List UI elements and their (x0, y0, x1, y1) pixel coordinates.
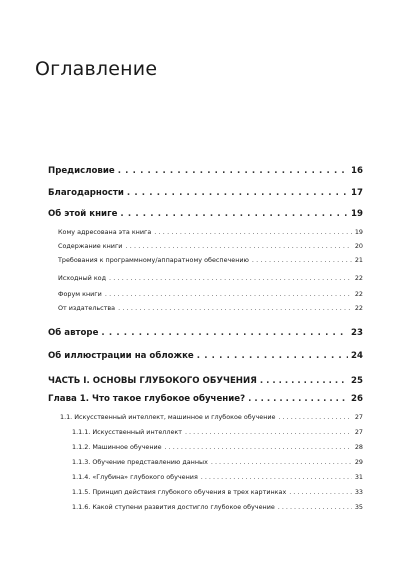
dot-leader (289, 488, 352, 496)
toc-entry-source-code[interactable] (48, 274, 363, 282)
toc-entry-label: От издательства (58, 304, 116, 312)
dot-leader (260, 376, 348, 386)
dot-leader (101, 328, 348, 338)
toc-page-number: 20 (354, 242, 363, 250)
toc-entry-label: 1.1. Искусственный интеллект, машинное и глубокое обучение (60, 413, 276, 421)
toc-entry-preface[interactable] (48, 166, 363, 176)
toc-entry-section-1-1-4[interactable] (48, 473, 363, 481)
dot-leader (127, 188, 348, 198)
dot-leader (201, 473, 352, 481)
toc-page-number: 22 (354, 274, 363, 282)
toc-page-number: 26 (351, 394, 363, 404)
dot-leader (118, 166, 348, 176)
dot-leader (197, 351, 348, 361)
toc-entry-label: Предисловие (48, 166, 115, 176)
toc-entry-label: Содержание книги (58, 242, 123, 250)
toc-entry-label: Исходный код (58, 274, 107, 282)
toc-entry-label: Об иллюстрации на обложке (48, 351, 194, 361)
dot-leader (105, 290, 352, 298)
dot-leader (118, 304, 352, 312)
toc-entry-chapter-1[interactable] (48, 394, 363, 404)
toc-page-number: 25 (351, 376, 363, 386)
toc-entry-label: 1.1.3. Обучение представлению данных (72, 458, 208, 466)
toc-page-number: 29 (354, 458, 363, 466)
toc-entry-label: 1.1.6. Какой ступени развития достигло глубокое обучение (72, 503, 275, 511)
toc-entry-label: Благодарности (48, 188, 124, 198)
toc-page-number: 22 (354, 290, 363, 298)
toc-entry-label: Об этой книге (48, 209, 118, 219)
toc-entry-requirements[interactable] (48, 256, 363, 264)
dot-leader (109, 274, 352, 282)
toc-page-number: 17 (351, 188, 363, 198)
toc-entry-section-1-1-6[interactable] (48, 503, 363, 511)
toc-entry-label: 1.1.4. «Глубина» глубокого обучения (72, 473, 198, 481)
toc-entry-section-1-1-3[interactable] (48, 458, 363, 466)
toc-page-number: 21 (354, 256, 363, 264)
toc-entry-section-1-1-5[interactable] (48, 488, 363, 496)
toc-entry-label: 1.1.2. Машинное обучение (72, 443, 162, 451)
toc-entry-about-author[interactable] (48, 328, 363, 338)
toc-page-number: 22 (354, 304, 363, 312)
toc-page-number: 24 (351, 351, 363, 361)
toc-entry-audience[interactable] (48, 228, 363, 236)
dot-leader (165, 443, 352, 451)
toc-entry-label: Об авторе (48, 328, 99, 338)
toc-page-number: 35 (354, 503, 363, 511)
toc-page-number: 31 (354, 473, 363, 481)
toc-entry-section-1-1-2[interactable] (48, 443, 363, 451)
toc-page-number: 27 (354, 413, 363, 421)
toc-entry-label: 1.1.1. Искусственный интеллект (72, 428, 182, 436)
toc-entry-label: Кому адресована эта книга (58, 228, 152, 236)
dot-leader (211, 458, 352, 466)
dot-leader (248, 394, 348, 404)
toc-entry-section-1-1-1[interactable] (48, 428, 363, 436)
dot-leader (125, 242, 351, 250)
toc-page-number: 27 (354, 428, 363, 436)
toc-page-number: 16 (351, 166, 363, 176)
page-title: Оглавление (35, 58, 158, 80)
toc-page-number: 19 (354, 228, 363, 236)
toc-entry-publisher[interactable] (48, 304, 363, 312)
toc-page-number: 23 (351, 328, 363, 338)
dot-leader (279, 413, 352, 421)
toc-entry-label: Глава 1. Что такое глубокое обучение? (48, 394, 246, 404)
toc-entry-part-1[interactable] (48, 376, 363, 386)
toc-entry-label: Требования к программному/аппаратному обеспечению (58, 256, 249, 264)
toc-entry-forum[interactable] (48, 290, 363, 298)
toc-entry-label: Форум книги (58, 290, 102, 298)
toc-entry-contents[interactable] (48, 242, 363, 250)
toc-entry-cover-illustration[interactable] (48, 351, 363, 361)
toc-entry-about-book[interactable] (48, 209, 363, 219)
toc-entry-label: 1.1.5. Принцип действия глубокого обучения в трех картинках (72, 488, 287, 496)
dot-leader (185, 428, 352, 436)
dot-leader (278, 503, 352, 511)
toc-entry-acknowledgements[interactable] (48, 188, 363, 198)
toc-entry-label: ЧАСТЬ I. ОСНОВЫ ГЛУБОКОГО ОБУЧЕНИЯ (48, 376, 257, 386)
toc-page-number: 33 (354, 488, 363, 496)
dot-leader (252, 256, 352, 264)
toc-page-number: 28 (354, 443, 363, 451)
dot-leader (154, 228, 352, 236)
toc-page-number: 19 (351, 209, 363, 219)
dot-leader (120, 209, 348, 219)
toc-entry-section-1-1[interactable] (48, 413, 363, 421)
